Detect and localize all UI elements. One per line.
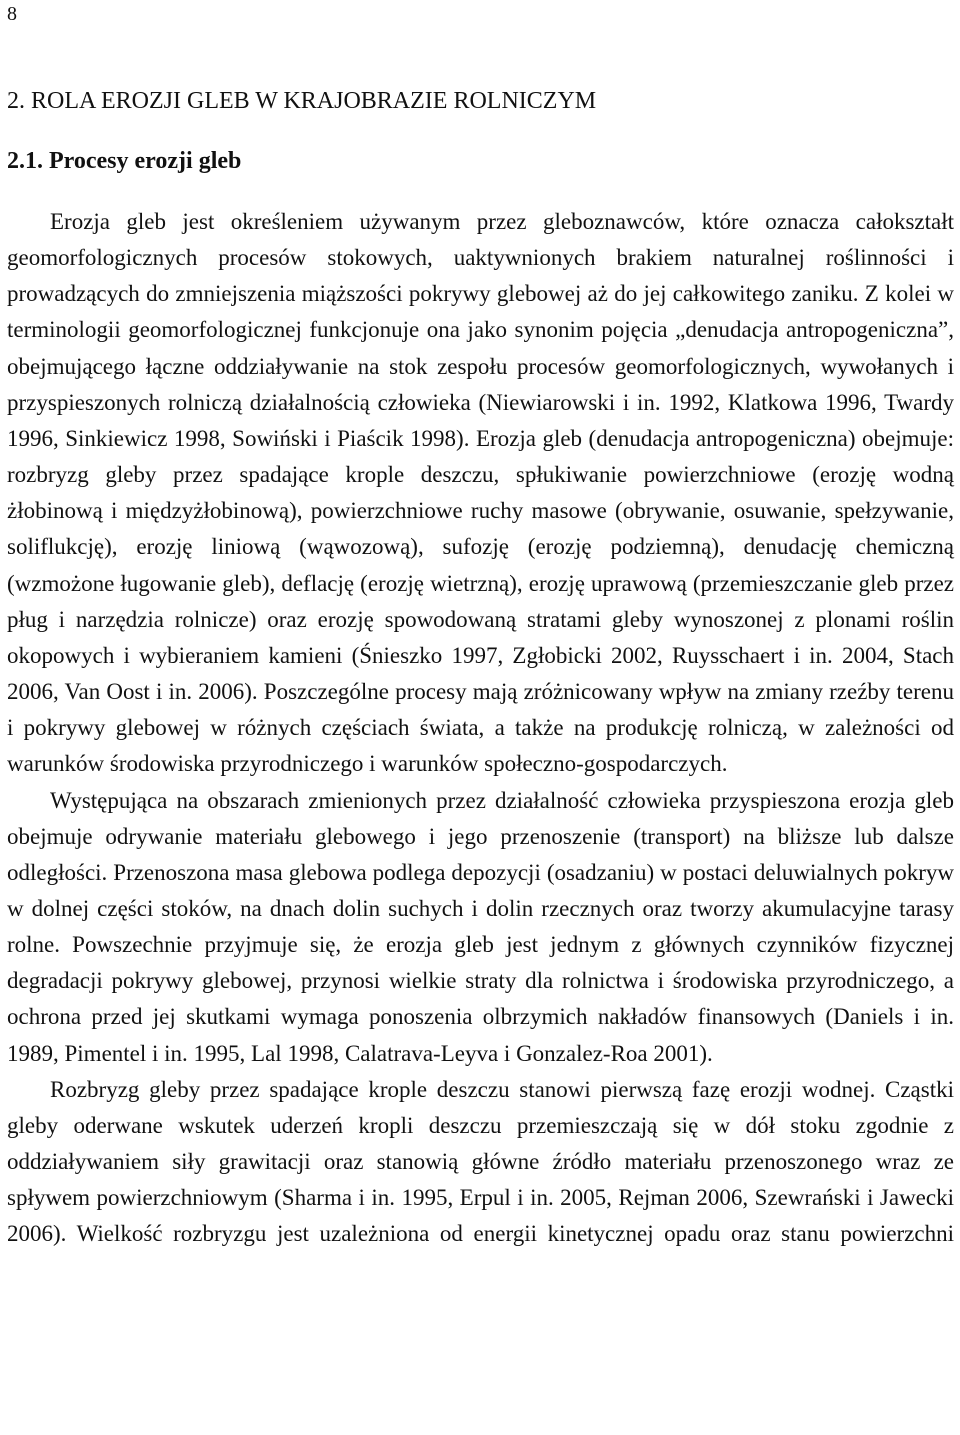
section-title: 2.1. Procesy erozji gleb <box>7 148 242 174</box>
paragraph: Erozja gleb jest określeniem używanym przez gleboznawców, które oznacza całokształt geomorfologicznych procesów stokowych, uaktywnionych brakiem naturalnej roślinności i prowadzących do zmniejszenia miąższości pokrywy glebowej aż do jej całkowitego zaniku. Z kolei w terminologii geomorfologicznej funkcjonuje ona jako synonim pojęcia „denudacja antropogeniczna”, obejmującego łączne oddziaływanie na stok zespołu procesów geomorfologicznych, wywołanych i przyspieszonych rolniczą działalnością człowieka (Niewiarowski i in. 1992, Klatkowa 1996, Twardy 1996, Sinkiewicz 1998, Sowiński i Piaścik 1998). Erozja gleb (denudacja antropogeniczna) obejmuje: rozbryzg gleby przez spadające krople deszczu, spłukiwanie powierzchniowe (erozję wodną żłobinową i międzyżłobinową), powierzchniowe ruchy masowe (obrywanie, osuwanie, spełzywanie, soliflukcję), erozję liniową (wąwozową), sufozję (erozję podziemną), denudację chemiczną (wzmożone ługowanie gleb), deflację (erozję wietrzną), erozję uprawową (przemieszczanie gleb przez pług i narzędzia rolnicze) oraz erozję spowodowaną stratami gleby wynoszonej z plonami roślin okopowych i wybieraniem kamieni (Śnieszko 1997, Zgłobicki 2002, Ruysschaert i in. 2004, Stach 2006, Van Oost i in. 2006). Poszczególne procesy mają zróżnicowany wpływ na zmiany rzeźby terenu i pokrywy glebowej w różnych częściach świata, a także na produkcję rolniczą, w zależności od warunków środowiska przyrodniczego i warunków społeczno-gospodarczych. <box>7 209 954 777</box>
chapter-title: 2. ROLA EROZJI GLEB W KRAJOBRAZIE ROLNICZYM <box>7 88 597 114</box>
paragraph: Występująca na obszarach zmienionych przez działalność człowieka przyspieszona erozja gleb obejmuje odrywanie materiału glebowego i jego przenoszenie (transport) na bliższe lub dalsze odległości. Przenoszona masa glebowa podlega depozycji (osadzaniu) w postaci deluwialnych pokryw w dolnej części stoków, na dnach dolin suchych i dolin rzecznych oraz tworzy akumulacyjne tarasy rolne. Powszechnie przyjmuje się, że erozja gleb jest jednym z głównych czynników fizycznej degradacji pokrywy glebowej, przynosi wielkie straty dla rolnictwa i środowiska przyrodniczego, a ochrona przed jej skutkami wymaga ponoszenia olbrzymich nakładów finansowych (Daniels i in. 1989, Pimentel i in. 1995, Lal 1998, Calatrava-Leyva i Gonzalez-Roa 2001). <box>7 787 954 1066</box>
body-text <box>7 204 954 1253</box>
paragraph: Rozbryzg gleby przez spadające krople deszczu stanowi pierwszą fazę erozji wodnej. Cząstki gleby oderwane wskutek uderzeń kropli deszczu przemieszczają się w dół stoku zgodnie z oddziaływaniem siły grawitacji oraz stanowią główne źródło materiału przenoszonego wraz ze spływem powierzchniowym (Sharma i in. 1995, Erpul i in. 2005, Rejman 2006, Szewrański i Jawecki 2006). Wielkość rozbryzgu jest uzależniona od energii kinetycznej opadu oraz stanu powierzchni <box>7 1076 954 1247</box>
page-number: 8 <box>7 3 17 25</box>
